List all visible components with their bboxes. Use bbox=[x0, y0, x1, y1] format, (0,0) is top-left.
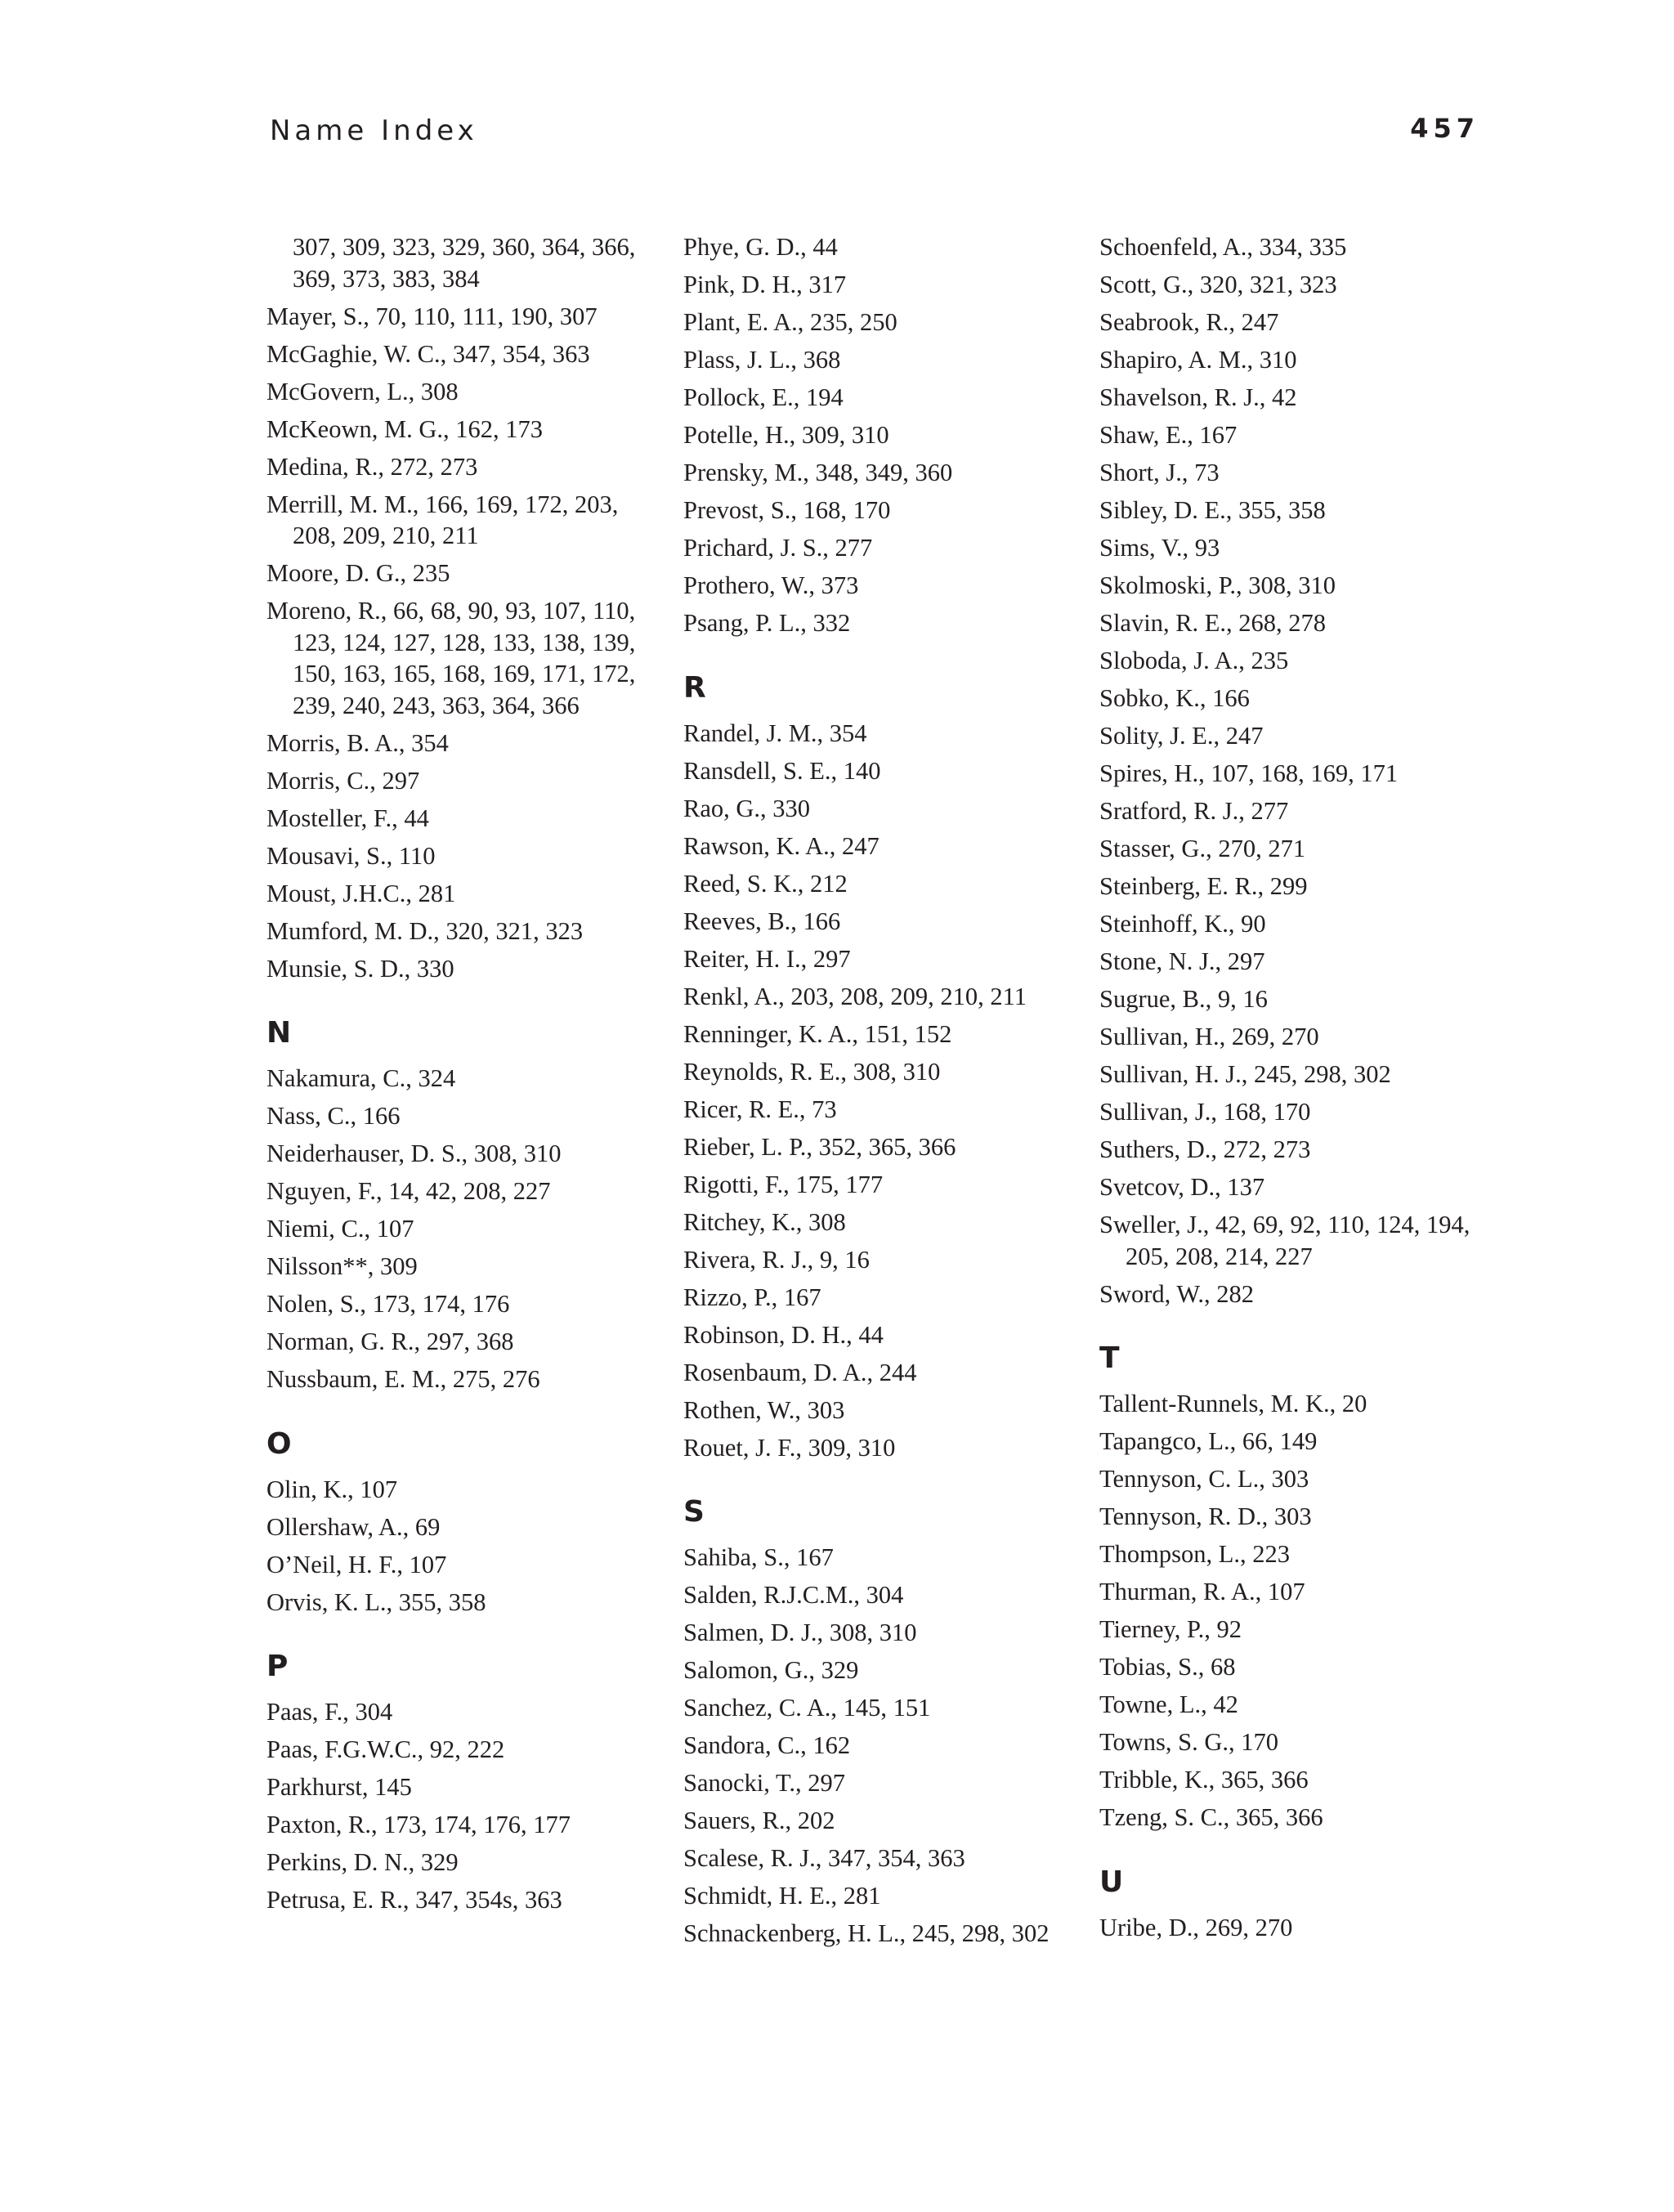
index-entry: Olin, K., 107 bbox=[266, 1475, 398, 1503]
index-entry: Sims, V., 93 bbox=[1099, 534, 1220, 562]
index-entry: Neiderhauser, D. S., 308, 310 bbox=[266, 1140, 562, 1167]
section-letter-heading: R bbox=[683, 670, 706, 705]
section-letter-heading: U bbox=[1099, 1865, 1124, 1899]
index-entry: Petrusa, E. R., 347, 354s, 363 bbox=[266, 1886, 562, 1914]
index-entry: Shaw, E., 167 bbox=[1099, 421, 1238, 449]
index-entry: Skolmoski, P., 308, 310 bbox=[1099, 571, 1336, 599]
index-entry: Towns, S. G., 170 bbox=[1099, 1728, 1279, 1756]
section-letter-heading: S bbox=[683, 1495, 705, 1529]
index-entry: Rouet, J. F., 309, 310 bbox=[683, 1433, 896, 1462]
index-entry: Stone, N. J., 297 bbox=[1099, 947, 1265, 975]
index-entry: Prensky, M., 348, 349, 360 bbox=[683, 459, 953, 486]
index-entry: Sandora, C., 162 bbox=[683, 1731, 851, 1759]
index-entry: Sullivan, J., 168, 170 bbox=[1099, 1098, 1311, 1126]
running-head-title: Name Index bbox=[270, 114, 478, 147]
index-entry: Randel, J. M., 354 bbox=[683, 719, 867, 747]
index-entry: Moust, J.H.C., 281 bbox=[266, 879, 456, 907]
index-entry: Morris, C., 297 bbox=[266, 766, 420, 795]
index-entry: Rosenbaum, D. A., 244 bbox=[683, 1358, 917, 1386]
index-entry: Tierney, P., 92 bbox=[1099, 1615, 1242, 1643]
index-entry: Tobias, S., 68 bbox=[1099, 1653, 1236, 1681]
index-entry: Nass, C., 166 bbox=[266, 1102, 401, 1130]
index-entry: Rawson, K. A., 247 bbox=[683, 831, 880, 860]
index-entry: Sanchez, C. A., 145, 151 bbox=[683, 1694, 931, 1722]
index-entry: Sweller, J., 42, 69, 92, 110, 124, 194, 205, 208, 214, 227 bbox=[1099, 1211, 1470, 1270]
index-entry: Rivera, R. J., 9, 16 bbox=[683, 1245, 870, 1274]
index-entry: Thurman, R. A., 107 bbox=[1099, 1578, 1305, 1605]
index-entry: Nakamura, C., 324 bbox=[266, 1064, 456, 1092]
section-letter-heading: P bbox=[266, 1650, 289, 1683]
index-entry: Slavin, R. E., 268, 278 bbox=[1099, 609, 1327, 637]
index-entry: Uribe, D., 269, 270 bbox=[1099, 1913, 1293, 1941]
index-entry: Tribble, K., 365, 366 bbox=[1099, 1766, 1309, 1793]
index-entry: Paas, F., 304 bbox=[266, 1698, 393, 1726]
index-entry: Nolen, S., 173, 174, 176 bbox=[266, 1290, 510, 1318]
index-entry: Niemi, C., 107 bbox=[266, 1215, 414, 1243]
index-entry: Orvis, K. L., 355, 358 bbox=[266, 1587, 486, 1616]
index-column-1 bbox=[266, 231, 651, 1922]
index-entry: McGovern, L., 308 bbox=[266, 377, 459, 405]
index-entry: Rigotti, F., 175, 177 bbox=[683, 1170, 884, 1198]
index-entry: Reiter, H. I., 297 bbox=[683, 944, 851, 973]
index-entry: Sauers, R., 202 bbox=[683, 1807, 835, 1834]
index-entry: O’Neil, H. F., 107 bbox=[266, 1550, 447, 1578]
index-entry: Medina, R., 272, 273 bbox=[266, 452, 478, 481]
index-entry: Towne, L., 42 bbox=[1099, 1690, 1238, 1718]
index-entry: Prothero, W., 373 bbox=[683, 571, 859, 599]
index-entry: Morris, B. A., 354 bbox=[266, 728, 449, 757]
index-entry: Steinhoff, K., 90 bbox=[1099, 910, 1266, 938]
index-entry: Sobko, K., 166 bbox=[1099, 684, 1250, 712]
index-column-3 bbox=[1099, 231, 1484, 1950]
index-entry: Ransdell, S. E., 140 bbox=[683, 756, 881, 785]
index-entry: Sahiba, S., 167 bbox=[683, 1543, 834, 1571]
index-entry: Prichard, J. S., 277 bbox=[683, 534, 873, 562]
index-entry: Plant, E. A., 235, 250 bbox=[683, 308, 897, 336]
index-entry: Norman, G. R., 297, 368 bbox=[266, 1328, 514, 1355]
index-entry: Prevost, S., 168, 170 bbox=[683, 496, 891, 524]
index-entry: Spires, H., 107, 168, 169, 171 bbox=[1099, 759, 1399, 787]
index-entry: Mayer, S., 70, 110, 111, 190, 307 bbox=[266, 302, 598, 330]
index-entry: Paxton, R., 173, 174, 176, 177 bbox=[266, 1811, 571, 1838]
index-entry: Nussbaum, E. M., 275, 276 bbox=[266, 1365, 540, 1393]
index-entry: Schmidt, H. E., 281 bbox=[683, 1882, 881, 1910]
index-column-2 bbox=[683, 231, 1068, 1955]
index-entry: Tallent-Runnels, M. K., 20 bbox=[1099, 1390, 1367, 1417]
index-entry: Moore, D. G., 235 bbox=[266, 559, 450, 587]
section-letter-heading: N bbox=[266, 1016, 292, 1050]
index-entry: Tzeng, S. C., 365, 366 bbox=[1099, 1803, 1323, 1831]
index-entry: Rieber, L. P., 352, 365, 366 bbox=[683, 1132, 956, 1161]
index-entry: Perkins, D. N., 329 bbox=[266, 1848, 459, 1876]
index-entry: Sloboda, J. A., 235 bbox=[1099, 647, 1289, 674]
index-entry: Salden, R.J.C.M., 304 bbox=[683, 1581, 904, 1609]
index-entry: Seabrook, R., 247 bbox=[1099, 308, 1279, 336]
index-entry: Sibley, D. E., 355, 358 bbox=[1099, 496, 1326, 524]
index-entry: Sratford, R. J., 277 bbox=[1099, 797, 1289, 825]
index-entry: Steinberg, E. R., 299 bbox=[1099, 872, 1308, 900]
index-entry: Sanocki, T., 297 bbox=[683, 1769, 845, 1797]
index-entry: Robinson, D. H., 44 bbox=[683, 1320, 884, 1349]
index-entry: Rizzo, P., 167 bbox=[683, 1283, 821, 1311]
index-entry: Tennyson, R. D., 303 bbox=[1099, 1502, 1312, 1530]
section-letter-heading: T bbox=[1099, 1341, 1120, 1375]
index-entry: Ricer, R. E., 73 bbox=[683, 1095, 837, 1123]
section-letter-heading: O bbox=[266, 1426, 292, 1461]
index-entry: Solity, J. E., 247 bbox=[1099, 722, 1264, 750]
index-entry: Parkhurst, 145 bbox=[266, 1773, 412, 1801]
index-entry: Plass, J. L., 368 bbox=[683, 346, 841, 374]
index-entry: Reed, S. K., 212 bbox=[683, 869, 848, 898]
index-entry: Scott, G., 320, 321, 323 bbox=[1099, 271, 1337, 298]
index-entry: Sugrue, B., 9, 16 bbox=[1099, 985, 1268, 1013]
index-entry: Thompson, L., 223 bbox=[1099, 1540, 1290, 1568]
index-entry: McGaghie, W. C., 347, 354, 363 bbox=[266, 339, 590, 368]
index-entry: Suthers, D., 272, 273 bbox=[1099, 1135, 1311, 1163]
index-entry: Paas, F.G.W.C., 92, 222 bbox=[266, 1735, 505, 1763]
index-entry: Ollershaw, A., 69 bbox=[266, 1512, 441, 1541]
index-entry: Salomon, G., 329 bbox=[683, 1656, 859, 1684]
index-entry: Renninger, K. A., 151, 152 bbox=[683, 1019, 952, 1048]
index-entry: Mousavi, S., 110 bbox=[266, 841, 436, 870]
index-entry: Mosteller, F., 44 bbox=[266, 804, 429, 832]
index-entry: Ritchey, K., 308 bbox=[683, 1207, 846, 1236]
index-entry: Munsie, S. D., 330 bbox=[266, 954, 454, 983]
index-entry: Merrill, M. M., 166, 169, 172, 203, 208, 209, 210, 211 bbox=[266, 490, 619, 549]
index-entry: Mumford, M. D., 320, 321, 323 bbox=[266, 916, 584, 945]
index-entry: Phye, G. D., 44 bbox=[683, 233, 838, 261]
index-entry-continuation: 307, 309, 323, 329, 360, 364, 366, 369, 373, 383, 384 bbox=[293, 233, 636, 293]
index-entry: Renkl, A., 203, 208, 209, 210, 211 bbox=[683, 982, 1027, 1010]
index-entry: Scalese, R. J., 347, 354, 363 bbox=[683, 1844, 965, 1872]
index-entry: Salmen, D. J., 308, 310 bbox=[683, 1619, 917, 1646]
index-entry: Sword, W., 282 bbox=[1099, 1279, 1254, 1308]
index-entry: Reeves, B., 166 bbox=[683, 907, 841, 935]
page-number: 457 bbox=[1410, 113, 1479, 144]
index-entry: Sullivan, H. J., 245, 298, 302 bbox=[1099, 1060, 1391, 1088]
index-entry: Rothen, W., 303 bbox=[683, 1395, 845, 1424]
index-entry: Nguyen, F., 14, 42, 208, 227 bbox=[266, 1177, 551, 1205]
index-entry: Rao, G., 330 bbox=[683, 794, 811, 822]
index-entry: Shapiro, A. M., 310 bbox=[1099, 346, 1297, 374]
index-entry: McKeown, M. G., 162, 173 bbox=[266, 414, 544, 443]
index-entry: Shavelson, R. J., 42 bbox=[1099, 383, 1297, 411]
index-entry: Schoenfeld, A., 334, 335 bbox=[1099, 233, 1347, 261]
index-entry: Svetcov, D., 137 bbox=[1099, 1173, 1265, 1201]
index-entry: Pollock, E., 194 bbox=[683, 383, 844, 411]
index-entry: Tapangco, L., 66, 149 bbox=[1099, 1427, 1318, 1455]
index-entry: Schnackenberg, H. L., 245, 298, 302 bbox=[683, 1919, 1050, 1947]
index-entry: Reynolds, R. E., 308, 310 bbox=[683, 1057, 941, 1086]
index-entry: Sullivan, H., 269, 270 bbox=[1099, 1023, 1319, 1050]
index-entry: Short, J., 73 bbox=[1099, 459, 1220, 486]
index-entry: Pink, D. H., 317 bbox=[683, 271, 847, 298]
index-entry: Psang, P. L., 332 bbox=[683, 609, 851, 637]
index-entry: Nilsson**, 309 bbox=[266, 1252, 418, 1280]
index-entry: Moreno, R., 66, 68, 90, 93, 107, 110, 123, 124, 127, 128, 133, 138, 139, 150, 163, 165, 168, 169, 171, 172, 239, 240, 243, 363, 364, 366 bbox=[266, 597, 636, 719]
index-entry: Tennyson, C. L., 303 bbox=[1099, 1465, 1309, 1493]
index-entry: Potelle, H., 309, 310 bbox=[683, 421, 889, 449]
index-entry: Stasser, G., 270, 271 bbox=[1099, 835, 1306, 862]
